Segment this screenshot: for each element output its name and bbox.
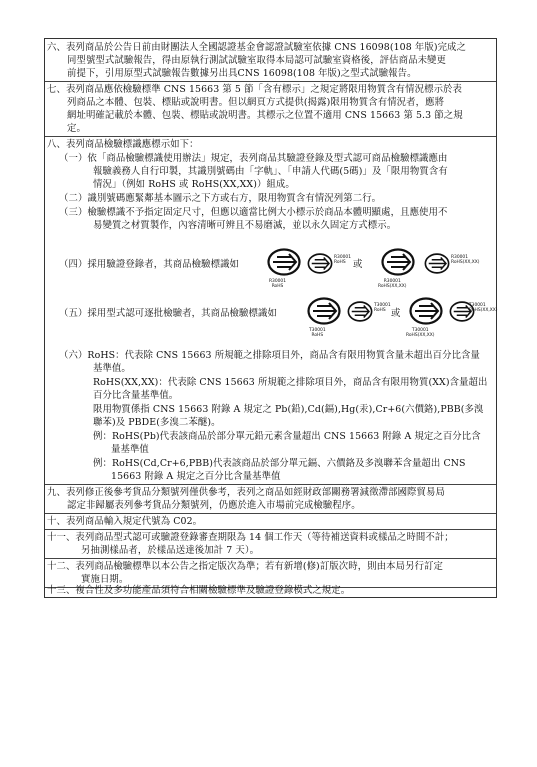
item-7-line-1: 七、表列商品應依檢驗標準 CNS 15663 第 5 節「含有標示」之規定將限用物質含有情況標示於表: [47, 84, 462, 95]
row-divider: [45, 81, 496, 82]
item-11-line-2: 另抽測樣品者，於樣品送達後加計 7 天）。: [81, 545, 260, 556]
item-8-6-line-9: 例：RoHS(Cd,Cr+6,PBB)代表該商品於部分單元鎘、六價鉻及多溴聯苯含量超出 CNS: [93, 458, 466, 469]
item-8-1-line-3: 情況」（例如 RoHS 或 RoHS(XX,XX)）組成。: [93, 179, 295, 190]
commodity-inspection-mark-icon: [307, 297, 341, 325]
commodity-inspection-mark-icon: [307, 253, 333, 274]
item-8-title: 八、表列商品檢驗標識應標示如下：: [47, 139, 199, 150]
item-6-line-1: 六、表列商品於公告日前由財團法人全國認證基金會認證試驗室依據 CNS 16098(108 年版)完成之: [47, 42, 466, 53]
item-7-line-3: 網址明確記載於本體、包裝、標貼或說明書。其標示之位置不適用 CNS 15663 第 5.3 節之規: [67, 110, 463, 121]
item-12-line-1: 十二、表列商品檢驗標準以本公告之指定版次為準；若有新增(修)訂版次時，則由本局另行訂定: [47, 561, 443, 572]
row-divider: [45, 529, 496, 530]
item-8-3-line-1: （三）檢驗標識不予指定固定尺寸，但應以適當比例大小標示於商品本體明顯處，且應使用不: [59, 207, 448, 218]
item-6-line-2: 同型號型式試驗報告，得由原執行測試試驗室取得本局認可試驗室資格後，評估商品未變更: [67, 55, 447, 66]
id-code: R30001 RoHS: [334, 255, 352, 265]
item-8-6-line-4: 百分比含量基準值。: [93, 390, 179, 401]
commodity-inspection-mark-icon: [409, 297, 443, 325]
item-8-6-line-1: （六）RoHS：代表除 CNS 15663 所規範之排除項目外，商品含有限用物質含量未超出百分比含量: [59, 350, 480, 361]
item-8-6-line-10: 15663 附錄 A 規定之百分比含量基準值: [111, 471, 281, 482]
item-9-line-2: 認定非歸屬表列參考貨品分類號列，仍應於進入市場前完成檢驗程序。: [67, 500, 361, 511]
id-code: T30001 RoHS(XX,XX): [469, 303, 498, 313]
item-6-line-3: 前提下，引用原型式試驗報告數據另出具CNS 16098(108 年版)之型式試驗報告。: [67, 68, 417, 79]
row-divider: [45, 558, 496, 559]
item-8-6-line-3: RoHS(XX,XX)：代表除 CNS 15663 所規範之排除項目外，商品含有限用物質(XX)含量超出: [93, 377, 488, 388]
commodity-inspection-mark-icon: [267, 248, 301, 276]
item-8-6-line-2: 基準值。: [93, 363, 131, 374]
item-8-6-line-6: 聯苯)及 PBDE(多溴二苯醚)。: [93, 417, 221, 428]
commodity-inspection-mark-icon: [424, 253, 450, 274]
or-word: 或: [391, 308, 401, 319]
id-code: R30001 RoHS: [269, 279, 287, 289]
row-divider: [45, 136, 496, 137]
commodity-inspection-mark-icon: [381, 248, 415, 276]
id-code: T30001 RoHS(XX,XX): [406, 328, 435, 338]
row-divider: [45, 513, 496, 514]
item-11-line-1: 十一、表列商品型式認可或驗證登錄審查期限為 14 個工作天（等待補送資料或樣品之時間不計；: [47, 532, 454, 543]
id-code: T30001 RoHS: [374, 303, 391, 313]
id-code: R30001 RoHS(XX,XX): [451, 255, 480, 265]
item-10: 十、表列商品輸入規定代號為 C02。: [47, 516, 203, 527]
item-8-6-line-5: 限用物質係指 CNS 15663 附錄 A 規定之 Pb(鉛),Cd(鎘),Hg(汞),Cr+6(六價鉻),PBB(多溴: [93, 404, 484, 415]
item-7-line-2: 列商品之本體、包裝、標貼或說明書。但以網頁方式提供(揭露)限用物質含有情況者，應將: [67, 97, 445, 108]
id-code: T30001 RoHS: [309, 328, 326, 338]
item-12-line-2: 實施日期。: [81, 574, 129, 585]
item-13: 十三、複合性及多功能產品須符合相關檢驗標準及驗證登錄模式之規定。: [47, 585, 351, 596]
item-8-4-label: （四）採用驗證登錄者，其商品檢驗標識如: [59, 259, 240, 270]
item-7-line-4: 定。: [67, 123, 86, 134]
id-code: R30001 RoHS(XX,XX): [378, 279, 407, 289]
item-8-3-line-2: 易變質之材質製作，內容清晰可辨且不易磨滅，並以永久固定方式標示。: [93, 220, 397, 231]
announcement-table: [44, 38, 497, 598]
item-8-1-line-2: 報驗義務人自行印製，其識別號碼由「字軌」、「申請人代碼(5碼)」及「限用物質含有: [93, 166, 448, 177]
item-8-2: （二）識別號碼應緊鄰基本圖示之下方或右方，限用物質含有情況列第二行。: [59, 193, 382, 204]
commodity-inspection-mark-icon: [347, 301, 373, 322]
item-8-1-line-1: （一）依「商品檢驗標識使用辦法」規定，表列商品其驗證登錄及型式認可商品檢驗標識應由: [59, 153, 448, 164]
item-8-5-label: （五）採用型式認可逐批檢驗者，其商品檢驗標識如: [59, 308, 277, 319]
row-divider: [45, 484, 496, 485]
item-8-6-line-7: 例：RoHS(Pb)代表該商品於部分單元鉛元素含量超出 CNS 15663 附錄 A 規定之百分比含: [93, 431, 481, 442]
item-9-line-1: 九、表列修正後參考貨品分類號列僅供參考，表列之商品如經財政部關務署減徵滯部國際貿易局: [47, 487, 445, 498]
or-word: 或: [353, 259, 363, 270]
item-8-6-line-8: 量基準值: [111, 444, 149, 455]
